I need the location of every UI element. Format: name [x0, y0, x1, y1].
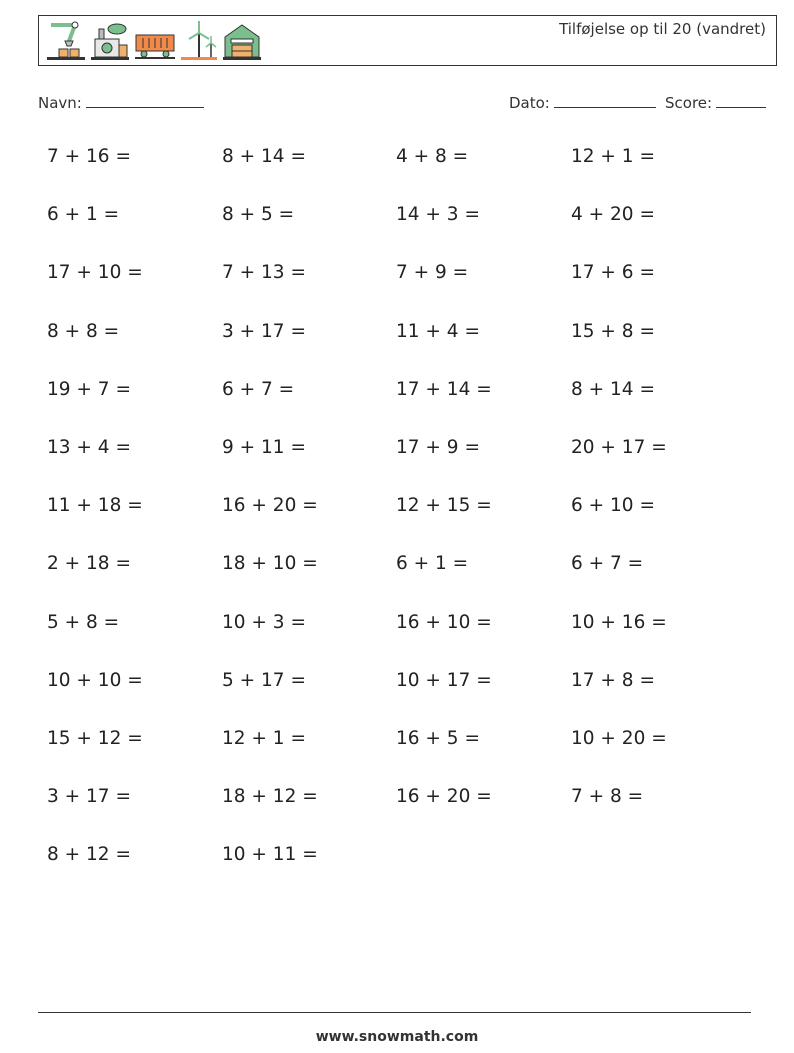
problem-item: 8 + 8 = — [47, 320, 120, 342]
problem-item: 15 + 8 = — [571, 320, 655, 342]
date-blank[interactable] — [554, 93, 656, 108]
problem-item: 20 + 17 = — [571, 437, 667, 458]
problem-item: 7 + 16 = — [47, 146, 131, 167]
problem-item: 2 + 18 = — [47, 553, 131, 575]
problem-item: 15 + 12 = — [47, 728, 143, 749]
problem-item: 5 + 17 = — [222, 669, 306, 691]
problem-item: 10 + 20 = — [571, 728, 667, 749]
problem-item: 11 + 4 = — [396, 320, 480, 342]
header-icons — [45, 18, 263, 63]
problem-item: 10 + 11 = — [222, 844, 318, 866]
problem-item: 10 + 10 = — [47, 669, 143, 691]
score-field — [665, 93, 766, 112]
problem-item: 7 + 13 = — [222, 262, 306, 284]
problem-item: 6 + 7 = — [571, 553, 644, 575]
problem-item: 6 + 1 = — [47, 204, 120, 226]
problem-item: 12 + 15 = — [396, 495, 492, 517]
problem-item: 16 + 20 = — [396, 786, 492, 808]
problem-item: 10 + 17 = — [396, 669, 492, 691]
problem-item: 8 + 14 = — [571, 378, 655, 400]
problem-item: 5 + 8 = — [47, 611, 120, 633]
name-label: Navn: — [38, 94, 82, 112]
problem-item: 16 + 10 = — [396, 611, 492, 633]
problem-item: 8 + 12 = — [47, 844, 131, 866]
score-blank[interactable] — [716, 93, 766, 108]
footer-divider — [38, 1012, 751, 1013]
problem-item: 17 + 10 = — [47, 262, 143, 284]
problem-item: 4 + 20 = — [571, 204, 655, 226]
problem-item: 10 + 16 = — [571, 611, 667, 633]
problem-item: 16 + 5 = — [396, 728, 480, 749]
problem-item: 4 + 8 = — [396, 146, 469, 167]
footer-website: www.snowmath.com — [315, 1029, 479, 1045]
problem-item: 17 + 6 = — [571, 262, 655, 284]
problem-item: 7 + 9 = — [396, 262, 469, 284]
problem-item: 12 + 1 = — [571, 146, 655, 167]
problem-item: 6 + 10 = — [571, 495, 655, 517]
problem-item: 6 + 7 = — [222, 378, 295, 400]
problem-item: 19 + 7 = — [47, 378, 131, 400]
date-field — [509, 93, 656, 112]
wind-turbine-icon — [179, 19, 219, 63]
problem-item: 14 + 3 = — [396, 204, 480, 226]
name-field — [38, 93, 204, 112]
problem-item: 9 + 11 = — [222, 437, 306, 458]
problem-item: 7 + 8 = — [571, 786, 644, 808]
problem-item: 11 + 18 = — [47, 495, 143, 517]
problem-item: 18 + 12 = — [222, 786, 318, 808]
problem-item: 3 + 17 = — [222, 320, 306, 342]
factory-icon — [89, 19, 131, 63]
problem-item: 17 + 9 = — [396, 437, 480, 458]
problem-item: 6 + 1 = — [396, 553, 469, 575]
problem-item: 16 + 20 = — [222, 495, 318, 517]
problem-item: 12 + 1 = — [222, 728, 306, 749]
date-label: Dato: — [509, 94, 550, 112]
warehouse-icon — [221, 19, 263, 63]
worksheet-header — [38, 15, 777, 66]
problem-item: 10 + 3 = — [222, 611, 306, 633]
problem-item: 17 + 8 = — [571, 669, 655, 691]
problem-item: 18 + 10 = — [222, 553, 318, 575]
problem-item: 13 + 4 = — [47, 437, 131, 458]
problem-item: 8 + 14 = — [222, 146, 306, 167]
worksheet-title: Tilføjelse op til 20 (vandret) — [559, 20, 766, 38]
name-blank[interactable] — [86, 93, 204, 108]
problem-item: 3 + 17 = — [47, 786, 131, 808]
score-label: Score: — [665, 94, 713, 112]
robot-arm-icon — [45, 19, 87, 63]
problem-item: 17 + 14 = — [396, 378, 492, 400]
freight-wagon-icon — [133, 19, 177, 63]
problem-item: 8 + 5 = — [222, 204, 295, 226]
